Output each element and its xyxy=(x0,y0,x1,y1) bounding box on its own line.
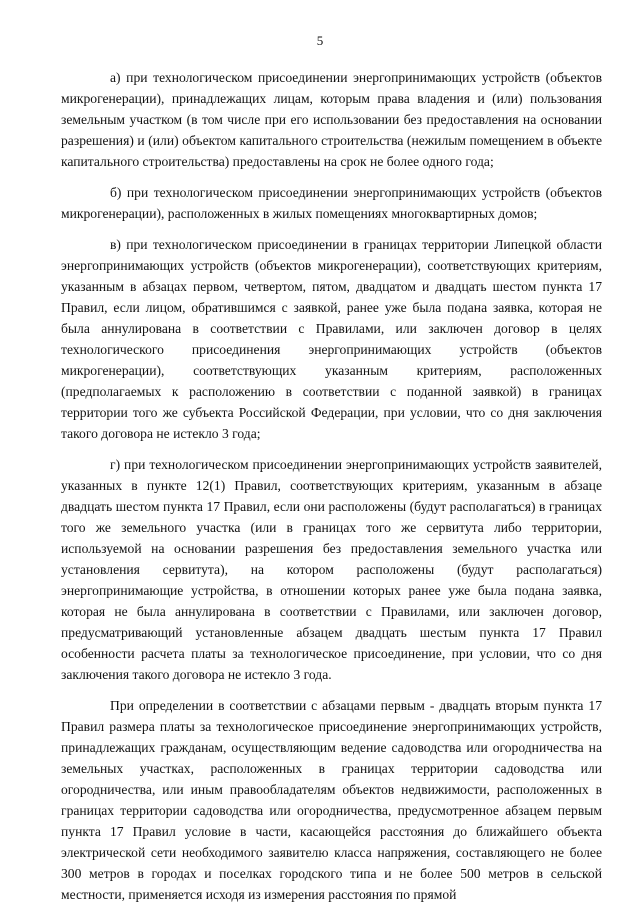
paragraph-determination: При определении в соответствии с абзацами первым - двадцать вторым пункта 17 Правил размера платы за технологическое присоединение энергопринимающих устройств, принадлежащих гражданам, осуществляющим ведение садоводства или огородничества на земельных участках, расположенных в границах территории садоводства или огородничества, или иным правообладателям объектов недвижимости, расположенных в границах территории садоводства или огородничества, предусмотренное абзацем первым пункта 17 Правил условие в части, касающейся расстояния до ближайшего объекта электрической сети необходимого заявителю класса напряжения, составляющего не более 300 метров в городах и поселках городского типа и не более 500 метров в сельской местности, применяется исходя из измерения расстояния по прямой xyxy=(61,698,602,902)
paragraph-b: б) при технологическом присоединении энергопринимающих устройств (объектов микрогенерации), расположенных в жилых помещениях многоквартирных домов; xyxy=(61,185,602,221)
paragraph-v: в) при технологическом присоединении в границах территории Липецкой области энергопринимающих устройств (объектов микрогенерации), соответствующих критериям, указанным в абзацах первом, четвертом, пятом, двадцатом и двадцать шестом пункта 17 Правил, если лицом, обратившимся с заявкой, ранее уже была подана заявка, которая не была аннулирована в соответствии с Правилами, или заключен договор в целях технологического присоединения энергопринимающих устройств (объектов микрогенерации), соответствующих указанным критериям, расположенных (предполагаемых к расположению в соответствии с поданной заявкой) в границах территории того же субъекта Российской Федерации, при условии, что со дня заключения такого договора не истекло 3 года; xyxy=(61,237,602,441)
paragraph-a: а) при технологическом присоединении энергопринимающих устройств (объектов микрогенерации), принадлежащих лицам, которым права владения и (или) пользования земельным участком (в том числе при его использовании без предоставления на основании разрешения) и (или) объектом капитального строительства (нежилым помещением в объекте капитального строительства) предоставлены на срок не более одного года; xyxy=(61,70,602,169)
paragraph-g: г) при технологическом присоединении энергопринимающих устройств заявителей, указанных в пункте 12(1) Правил, соответствующих критериям, указанным в абзаце двадцать шестом пункта 17 Правил, если они расположены (будут располагаться) в границах того же земельного участка (или в границах того же сервитута либо территории, используемой на основании разрешения без предоставления земельного участка или установления сервитута), на котором расположены (будут располагаться) энергопринимающие устройства, в отношении которых ранее уже была подана заявка, которая не была аннулирована в соответствии с Правилами, или заключен договор, предусматривающий установленные абзацем двадцать шестым пункта 17 Правил особенности расчета платы за технологическое присоединение, при условии, что со дня заключения такого договора не истекло 3 года. xyxy=(61,457,602,682)
page-number: 5 xyxy=(316,33,324,48)
document-body xyxy=(61,67,602,915)
